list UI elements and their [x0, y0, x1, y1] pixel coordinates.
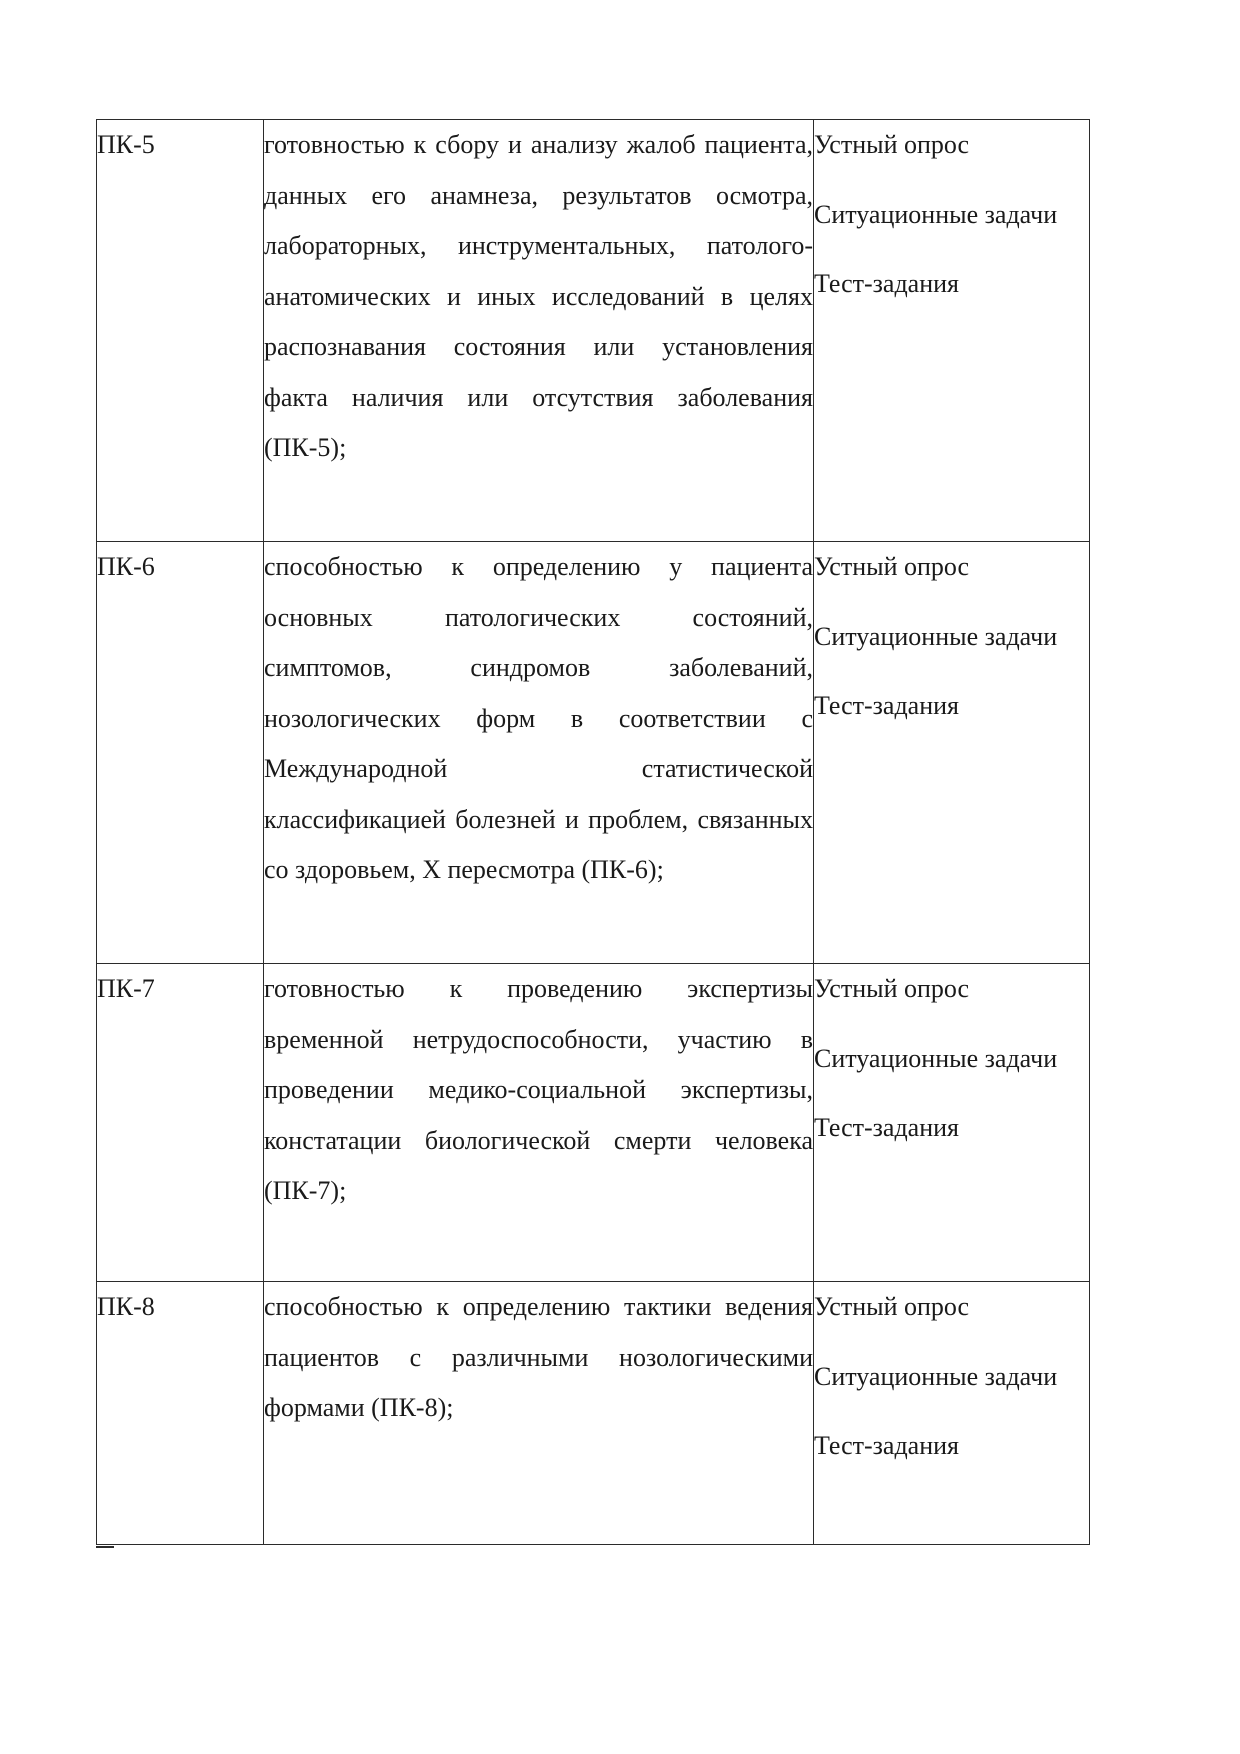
assessment-methods: [814, 1282, 1090, 1545]
competency-description: способностью к определению у пациента основных патологических состояний, симптомов, синдромов заболеваний, нозологических форм в соответствии с Международной статистической классификацией болезней и проблем, связанных со здоровьем, X пересмотра (ПК-6);: [264, 542, 814, 964]
assessment-tests: Тест-задания: [814, 269, 960, 298]
assessment-oral-survey: Устный опрос: [814, 974, 970, 1003]
assessment-case-tasks: Ситуационные задачи: [814, 1361, 1058, 1391]
competency-description: готовностью к проведению экспертизы временной нетрудоспособности, участию в проведении медико-социальной экспертизы, констатации биологической смерти человека (ПК-7);: [264, 964, 814, 1282]
table-row: [97, 120, 1090, 542]
competency-code: ПК-5: [97, 120, 264, 542]
table-corner-mark: [96, 1546, 114, 1548]
table-row: [97, 1282, 1090, 1545]
assessment-case-tasks: Ситуационные задачи: [814, 1043, 1058, 1073]
assessment-methods: [814, 120, 1090, 542]
table-row: [97, 964, 1090, 1282]
competency-code: ПК-6: [97, 542, 264, 964]
assessment-case-tasks: Ситуационные задачи: [814, 199, 1058, 229]
assessment-methods: [814, 964, 1090, 1282]
competency-description: способностью к определению тактики ведения пациентов с различными нозологическими формами (ПК-8);: [264, 1282, 814, 1545]
assessment-oral-survey: Устный опрос: [814, 552, 970, 581]
competency-table: [96, 119, 1090, 1545]
assessment-case-tasks: Ситуационные задачи: [814, 621, 1058, 651]
competency-description: готовностью к сбору и анализу жалоб пациента, данных его анамнеза, результатов осмотра, лабораторных, инструментальных, патолого-анатомических и иных исследований в целях распознавания состояния или установления факта наличия или отсутствия заболевания (ПК-5);: [264, 120, 814, 542]
assessment-tests: Тест-задания: [814, 1113, 960, 1142]
competency-code: ПК-7: [97, 964, 264, 1282]
competency-code: ПК-8: [97, 1282, 264, 1545]
table-row: [97, 542, 1090, 964]
assessment-tests: Тест-задания: [814, 691, 960, 720]
assessment-oral-survey: Устный опрос: [814, 130, 970, 159]
assessment-methods: [814, 542, 1090, 964]
assessment-tests: Тест-задания: [814, 1431, 960, 1460]
assessment-oral-survey: Устный опрос: [814, 1292, 970, 1321]
